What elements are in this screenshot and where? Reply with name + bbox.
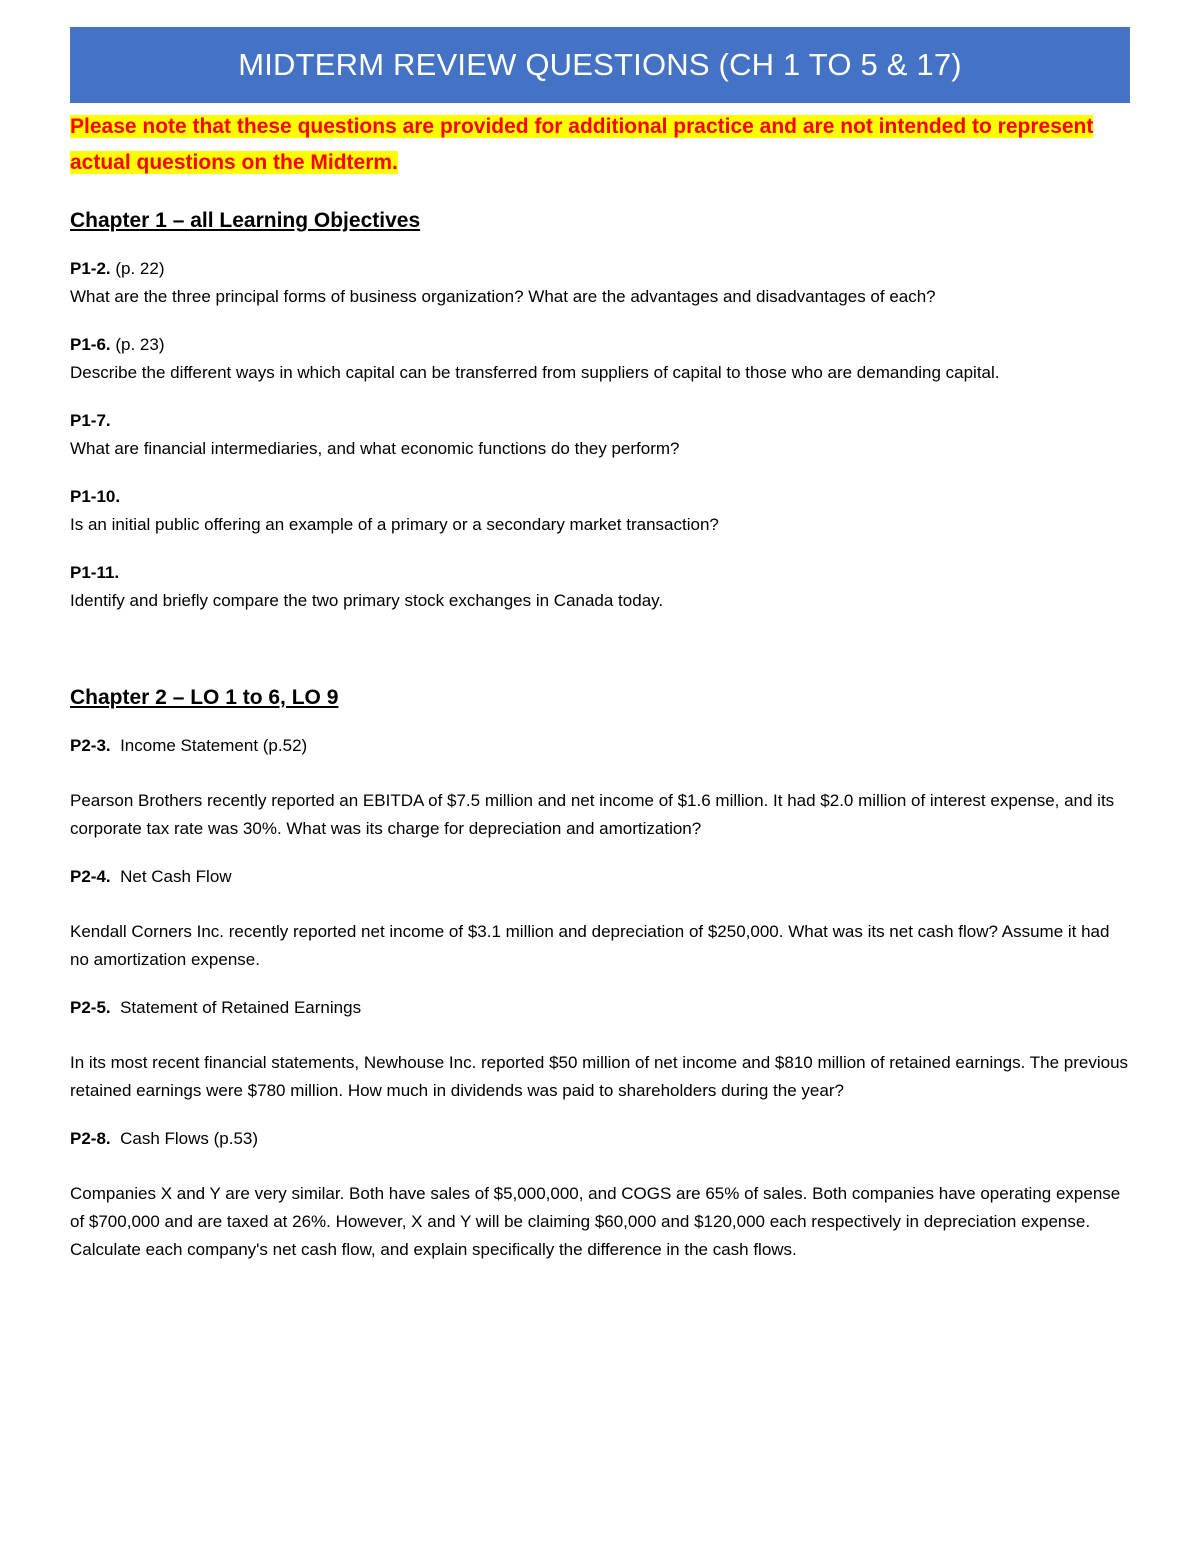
question-p2-3	[70, 732, 1130, 843]
question-text: What are the three principal forms of business organization? What are the advantages and disadvantages of each?	[70, 287, 936, 306]
chapter-2-heading: Chapter 2 – LO 1 to 6, LO 9	[70, 686, 339, 709]
question-p1-7	[70, 407, 1130, 463]
page-title: MIDTERM REVIEW QUESTIONS (CH 1 TO 5 & 17)	[70, 27, 1130, 103]
question-id: P1-7.	[70, 411, 111, 430]
question-id: P1-2.	[70, 259, 111, 278]
question-ref: Net Cash Flow	[110, 867, 232, 886]
question-text: Identify and briefly compare the two primary stock exchanges in Canada today.	[70, 591, 664, 610]
question-ref: Income Statement (p.52)	[110, 736, 308, 755]
notice-text: Please note that these questions are provided for additional practice and are not intended to represent actual questions on the Midterm.	[70, 115, 1094, 174]
question-id: P1-10.	[70, 487, 121, 506]
question-id: P2-3.	[70, 736, 111, 755]
question-text: Describe the different ways in which capital can be transferred from suppliers of capital to those who are demanding capital.	[70, 363, 1000, 382]
question-p2-5	[70, 994, 1130, 1105]
practice-notice	[70, 109, 1130, 181]
question-ref: Statement of Retained Earnings	[110, 998, 362, 1017]
question-text: Pearson Brothers recently reported an EBITDA of $7.5 million and net income of $1.6 million. It had $2.0 million of interest expense, and its corporate tax rate was 30%. What was its charge for depreciation and amortization?	[70, 791, 1115, 838]
question-p1-10	[70, 483, 1130, 539]
question-p1-6	[70, 331, 1130, 387]
chapter-1-questions	[70, 255, 1130, 615]
question-text: In its most recent financial statements, Newhouse Inc. reported $50 million of net income and $810 million of retained earnings. The previous retained earnings were $780 million. How much in dividends was paid to shareholders during the year?	[70, 1053, 1129, 1100]
question-p1-2	[70, 255, 1130, 311]
document-page	[70, 27, 1130, 1264]
question-id: P1-6.	[70, 335, 111, 354]
question-id: P1-11.	[70, 563, 120, 582]
question-text: What are financial intermediaries, and what economic functions do they perform?	[70, 439, 680, 458]
question-id: P2-8.	[70, 1129, 111, 1148]
chapter-1-heading: Chapter 1 – all Learning Objectives	[70, 209, 421, 232]
question-text: Companies X and Y are very similar. Both have sales of $5,000,000, and COGS are 65% of sales. Both companies have operating expense of $700,000 and are taxed at 26%. However, X and Y will be claiming $60,000 and $120,000 each respectively in depreciation expense. Calculate each company's net cash flow, and explain specifically the difference in the cash flows.	[70, 1184, 1121, 1259]
question-ref: Cash Flows (p.53)	[110, 1129, 259, 1148]
question-p1-11	[70, 559, 1130, 615]
question-text: Is an initial public offering an example of a primary or a secondary market transaction?	[70, 515, 719, 534]
question-ref: (p. 22)	[110, 259, 165, 278]
chapter-2-questions	[70, 732, 1130, 1264]
question-id: P2-4.	[70, 867, 111, 886]
question-id: P2-5.	[70, 998, 111, 1017]
question-p2-4	[70, 863, 1130, 974]
question-p2-8	[70, 1125, 1130, 1264]
question-ref: (p. 23)	[110, 335, 165, 354]
question-text: Kendall Corners Inc. recently reported net income of $3.1 million and depreciation of $250,000. What was its net cash flow? Assume it had no amortization expense.	[70, 922, 1110, 969]
